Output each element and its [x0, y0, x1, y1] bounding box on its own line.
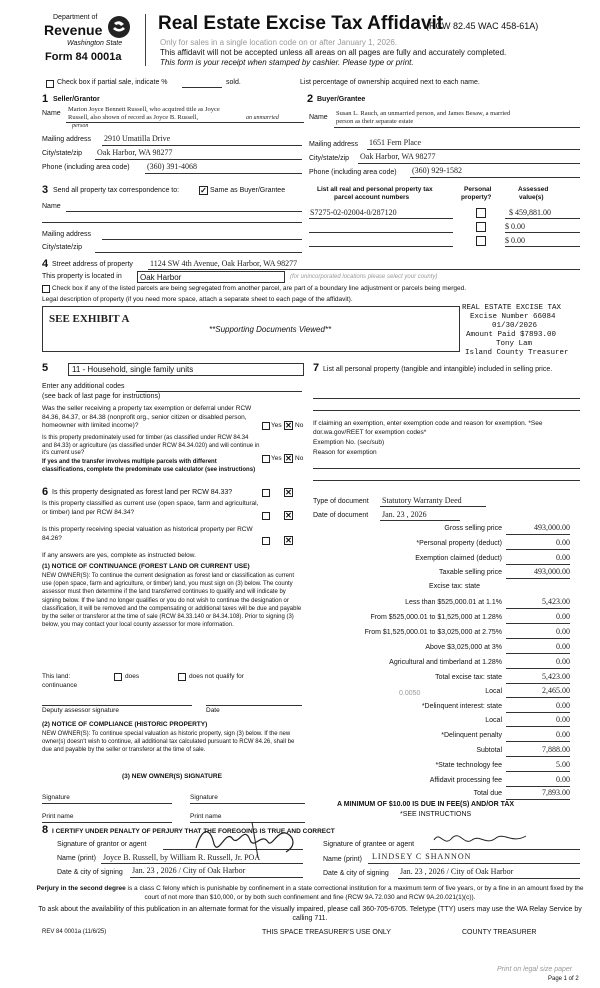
land-does-checkbox[interactable]	[114, 673, 122, 681]
land-does-label: does	[125, 673, 140, 680]
buyer-name-line1: Susan L. Rauch, an unmarried person, and James Besaw, a married	[336, 110, 511, 117]
additional-codes-note: (see back of last page for instructions)	[42, 393, 161, 400]
personal-col-header1: Personal	[464, 186, 492, 193]
assessed-col-header1: Assessed	[518, 186, 549, 193]
personal-property-checkbox[interactable]	[476, 236, 486, 246]
section6-number: 6	[42, 486, 49, 498]
calc-row-label: *Personal property (deduct)	[416, 540, 502, 547]
timber-question-note: If yes and the transfer involves multiple parcels with different classifications, complete the predominate use calculator (see instructions)	[42, 459, 256, 473]
calc-row-underline	[506, 638, 570, 639]
grantee-signature-scribble	[430, 830, 530, 850]
new-owner-print1-label: Print name	[42, 813, 74, 820]
seller-mailing-underline	[102, 145, 302, 146]
land-does-not-checkbox[interactable]	[178, 673, 186, 681]
buyer-city-label: City/state/zip	[309, 155, 350, 162]
calc-row-underline	[506, 534, 570, 535]
legal-size-note: Print on legal size paper	[497, 966, 573, 973]
buyer-city-underline	[358, 163, 580, 164]
seller-name-label: Name	[42, 110, 61, 117]
calc-row-label: *State technology fee	[435, 762, 502, 769]
legal-description-value: SEE EXHIBIT A	[49, 313, 130, 325]
buyer-mailing-underline	[367, 149, 580, 150]
land-use-code-value: 11 - Household, single family units	[72, 365, 194, 374]
perjury-statement	[30, 885, 590, 902]
calc-row-underline	[506, 668, 570, 669]
street-address-value[interactable]: 1124 SW 4th Avenue, Oak Harbor, WA 98277	[150, 259, 298, 268]
historic-no-checkbox[interactable]: ✕	[285, 536, 292, 545]
rcw-reference: (RCW 82.45 WAC 458-61A)	[426, 21, 539, 31]
personal-property-field2[interactable]	[313, 410, 580, 411]
exemption-no-label: No	[295, 422, 304, 429]
seller-mailing-value[interactable]: 2910 Umatilla Drive	[104, 134, 171, 143]
see-instructions-note: *SEE INSTRUCTIONS	[400, 811, 472, 818]
deputy-date-field[interactable]	[206, 705, 302, 706]
segregated-checkbox[interactable]	[42, 285, 50, 293]
assessed-value[interactable]: $ 459,881.00	[509, 208, 551, 217]
grantee-name-label: Name (print)	[323, 856, 362, 863]
section7-number: 7	[313, 362, 320, 374]
new-owner-print2-label: Print name	[190, 813, 222, 820]
seller-name-handwritten1: an unmarried	[246, 115, 279, 121]
perjury-bold: Perjury in the second degree	[36, 885, 126, 892]
seller-name-underline	[66, 122, 304, 123]
grantee-name-value[interactable]: LINDSEY C SHANNON	[372, 852, 472, 861]
section3-mailing-field[interactable]	[102, 239, 302, 240]
dor-logo-icon	[107, 15, 131, 39]
parcel-col-header1: List all real and personal property tax	[317, 186, 433, 193]
legal-description-box[interactable]	[42, 306, 460, 352]
section5-number: 5	[42, 362, 49, 374]
doc-type-label: Type of document	[313, 498, 369, 505]
header-divider	[145, 14, 146, 66]
calc-row-underline	[506, 756, 570, 757]
calc-row-value[interactable]: 493,000.00	[534, 567, 570, 576]
exemption-claim-label: If claiming an exemption, enter exemption code and reason for exemption. *See dor.wa.gov/REET for exemption codes*	[313, 420, 543, 436]
buyer-name-line2: person as their separate estate	[336, 118, 414, 125]
section3-city-label: City/state/zip	[42, 244, 83, 251]
located-in-value: Oak Harbor	[140, 273, 182, 282]
forest-yes-checkbox[interactable]	[262, 489, 270, 497]
calc-row-underline	[506, 726, 570, 727]
timber-no-checkbox[interactable]: ✕	[285, 454, 292, 463]
doc-type-underline	[380, 506, 486, 507]
exemption-reason-field1[interactable]	[313, 468, 580, 469]
calc-row-label: *Delinquent penalty	[441, 732, 502, 739]
calc-row-underline	[506, 549, 570, 550]
correspondence-label: Send all property tax correspondence to:	[53, 187, 180, 194]
calc-row-value[interactable]: 5,423.00	[542, 597, 570, 606]
buyer-phone-label: Phone (including area code)	[309, 169, 397, 176]
calc-row-label: Above $3,025,000 at 3%	[425, 644, 502, 651]
legal-description-label: Legal description of property (if you need more space, attach a separate sheet to each page of the affidavit).	[42, 296, 353, 303]
located-in-select[interactable]	[137, 271, 285, 283]
doc-date-underline	[380, 520, 460, 521]
calc-row-underline	[506, 712, 570, 713]
calc-row-value[interactable]: 0.00	[556, 775, 570, 784]
seller-city-underline	[95, 159, 302, 160]
subtitle-completeness: This affidavit will not be accepted unless all areas on all pages are fully and accurately completed.	[160, 48, 507, 57]
seller-section-number: 1	[42, 93, 49, 105]
historic-question: Is this property receiving special valuation as historical property per RCW 84.26?	[42, 526, 253, 542]
same-as-buyer-checkbox[interactable]: ✓	[200, 186, 207, 195]
dept-state: Washington State	[67, 40, 123, 47]
calc-row-label: Total due	[473, 790, 502, 797]
calc-row-value[interactable]: 0.00	[556, 553, 570, 562]
personal-col-header2: property?	[461, 194, 492, 201]
calc-row-label: Agricultural and timberland at 1.28%	[389, 659, 502, 666]
new-owner-signature-title: (3) NEW OWNER(S) SIGNATURE	[122, 773, 222, 780]
seller-name-line1: Marion Joyce Bennett Russell, who acquired title as Joyce	[68, 106, 220, 113]
buyer-phone-underline	[410, 177, 580, 178]
forest-land-question: Is this property designated as forest land per RCW 84.33?	[52, 489, 233, 496]
assessed-value[interactable]: $ 0.00	[505, 236, 525, 245]
grantor-date-value[interactable]: Jan. 23 , 2026 / City of Oak Harbor	[132, 866, 246, 875]
exemption-yes-checkbox[interactable]	[262, 422, 270, 430]
calc-row-underline	[506, 771, 570, 772]
personal-property-label: List all personal property (tangible and intangible) included in selling price.	[323, 366, 553, 373]
partial-sold-label: sold.	[226, 79, 241, 86]
section3-mailing-label: Mailing address	[42, 231, 92, 238]
personal-property-checkbox[interactable]	[476, 208, 486, 218]
calc-row-label: Local	[485, 717, 502, 724]
calc-row-label: Excise tax: state	[429, 583, 480, 590]
calc-row-label: From $525,000.01 to $1,525,000 at 1.28%	[370, 614, 502, 621]
current-use-yes-checkbox[interactable]	[262, 512, 270, 520]
seller-name-line2: Russell, also shown of record as Joyce B. Russell,	[68, 114, 199, 121]
exemption-yes-label: Yes	[271, 422, 282, 429]
buyer-mailing-label: Mailing address	[309, 141, 359, 148]
timber-question: Is this property predominately used for timber (as classified under RCW 84.34 and 84.33) or agriculture (as classified under RCW 84.34.020) and will continue in it's current use?	[42, 435, 260, 456]
calc-row-label: Gross selling price	[444, 525, 502, 532]
grantee-date-value[interactable]: Jan. 23 , 2026 / City of Oak Harbor	[400, 867, 514, 876]
located-in-hint: (for unincorporated locations please select your county)	[290, 274, 438, 280]
seller-phone-value[interactable]: (360) 391-4068	[147, 162, 197, 171]
calc-row-underline	[506, 799, 570, 800]
subtitle-single-location: Only for sales in a single location code on or after January 1, 2026.	[160, 38, 398, 47]
assessed-col-header2: value(s)	[519, 194, 544, 201]
section3-name-field[interactable]	[66, 211, 302, 212]
parcel-number[interactable]: S7275-02-02004-0/287120	[310, 208, 397, 217]
calc-row-label: Affidavit processing fee	[429, 777, 502, 784]
calc-row-label: *Delinquent interest: state	[421, 703, 502, 710]
calc-row-label: Total excise tax: state	[435, 674, 502, 681]
grantee-date-label: Date & city of signing	[323, 870, 389, 877]
located-in-label: This property is located in	[42, 273, 122, 280]
calc-row-label: From $1,525,000.01 to $3,025,000 at 2.75%	[364, 629, 502, 636]
new-owner-print1-field[interactable]	[42, 822, 172, 823]
grantee-date-underline	[398, 878, 580, 879]
section3-number: 3	[42, 184, 49, 196]
parcel-underline	[309, 218, 453, 219]
calc-row-underline	[506, 653, 570, 654]
stamp-line1: REAL ESTATE EXCISE TAX	[462, 304, 562, 312]
page-title: Real Estate Excise Tax Affidavit	[158, 13, 444, 34]
calc-row-value[interactable]: 0.00	[556, 715, 570, 724]
calc-row-value[interactable]: 2,465.00	[542, 686, 570, 695]
buyer-phone-value[interactable]: (360) 929-1582	[412, 166, 462, 175]
this-land-label: This land:	[42, 673, 71, 680]
timber-yes-checkbox[interactable]	[262, 455, 270, 463]
grantee-name-underline	[368, 863, 580, 864]
section3-name-label: Name	[42, 203, 61, 210]
land-does-not-label: does not qualify for	[189, 673, 244, 680]
timber-yes-label: Yes	[271, 455, 282, 462]
section3-city-field[interactable]	[95, 252, 302, 253]
seller-city-label: City/state/zip	[42, 150, 83, 157]
partial-percent-field[interactable]	[182, 87, 222, 88]
certify-statement: I CERTIFY UNDER PENALTY OF PERJURY THAT THE FOREGOING IS TRUE AND CORRECT	[52, 828, 335, 835]
seller-phone-underline	[145, 173, 302, 174]
continuance-label: continuance	[42, 682, 78, 689]
notice-compliance-body: NEW OWNER(S): To continue special valuation as historic property, sign (3) below. If the new owner(s) doesn't wish to continue, all additional tax calculated pursuant to RCW 84.26, shall be due and payable by the seller or transferor at the time of sale.	[42, 731, 295, 754]
calc-row-value[interactable]: 5,423.00	[542, 672, 570, 681]
current-use-question: Is this property classified as current use (open space, farm and agricultural, or timber) land per RCW 84.34?	[42, 500, 259, 516]
form-number: Form 84 0001a	[45, 51, 122, 63]
calc-row-value[interactable]: 0.00	[556, 701, 570, 710]
buyer-name-label: Name	[309, 114, 328, 121]
deputy-signature-field[interactable]	[42, 705, 192, 706]
land-use-code-select[interactable]	[68, 363, 304, 376]
personal-property-field1[interactable]	[313, 398, 580, 399]
seller-mailing-label: Mailing address	[42, 136, 92, 143]
calc-row-value[interactable]: 493,000.00	[534, 523, 570, 532]
county-treasurer-label: COUNTY TREASURER	[462, 929, 537, 936]
doc-type-value[interactable]: Statutory Warranty Deed	[382, 496, 462, 505]
same-as-buyer-label: Same as Buyer/Grantee	[210, 187, 286, 194]
calc-row-label: Local	[485, 688, 502, 695]
new-owner-signature2-label: Signature	[190, 794, 218, 801]
calc-row-value[interactable]: 0.00	[556, 657, 570, 666]
assessed-underline	[505, 246, 580, 247]
new-owner-signature2-field[interactable]	[190, 803, 305, 804]
notice-continuance-title: (1) NOTICE OF CONTINUANCE (FOREST LAND OR CURRENT USE)	[42, 563, 250, 570]
seller-heading: Seller/Grantor	[53, 96, 100, 103]
minimum-fee-note: A MINIMUM OF $10.00 IS DUE IN FEE(S) AND/OR TAX	[337, 801, 515, 808]
current-use-no-checkbox[interactable]: ✕	[285, 511, 292, 520]
notice-continuance-body: NEW OWNER(S): To continue the current designation as forest land or classification as current use (open space, farm and agriculture, or timber) land, you must sign on (3) below. The county assessor must then determine if the land transferred continues to qualify and will indicate by signing below. If the land no longer qualifies or you do not wish to continue the designation or classification, it will be removed and the compensating or additional taxes will be due and payable by the seller or transferor at the time of sale (RCW 84.33.140 or 84.34.108). Prior to signing (3) below, you may contact your local county assessor for more information.	[42, 573, 302, 629]
grantor-name-underline	[101, 863, 303, 864]
buyer-name-underline	[334, 127, 580, 128]
section4-number: 4	[42, 258, 49, 270]
exemption-reason-field2[interactable]	[313, 480, 580, 481]
new-owner-signature1-label: Signature	[42, 794, 70, 801]
grantor-date-underline	[130, 877, 303, 878]
supporting-documents-note: **Supporting Documents Viewed**	[209, 325, 332, 334]
subtitle-receipt: This form is your receipt when stamped by cashier. Please type or print.	[160, 58, 414, 67]
if-yes-note: If any answers are yes, complete as instructed below.	[42, 552, 196, 559]
buyer-city-value[interactable]: Oak Harbor, WA 98277	[360, 152, 436, 161]
stamp-line3: 01/30/2026	[492, 322, 538, 330]
timber-no-label: No	[295, 455, 304, 462]
calc-row-label: Subtotal	[476, 747, 502, 754]
new-owner-signature1-field[interactable]	[42, 803, 172, 804]
dept-revenue: Revenue	[44, 22, 103, 38]
calc-row-value[interactable]: 0.00	[556, 538, 570, 547]
seller-name-handwritten2: person	[72, 123, 89, 129]
parcel-underline[interactable]	[309, 246, 453, 247]
calc-row-underline	[506, 741, 570, 742]
exemption-reason-label: Reason for exemption	[313, 449, 377, 456]
exemption-number-label: Exemption No. (sec/sub)	[313, 439, 385, 446]
assessed-underline	[505, 218, 580, 219]
historic-yes-checkbox[interactable]	[262, 537, 270, 545]
segregated-label: Check box if any of the listed parcels are being segregated from another parcel, are part of a boundary line adjustment or parcels being merged.	[52, 285, 467, 292]
calc-row-label: Exemption claimed (deduct)	[415, 555, 502, 562]
seller-phone-label: Phone (including area code)	[42, 164, 130, 171]
grantor-name-label: Name (print)	[57, 855, 96, 862]
calc-row-underline	[506, 564, 570, 565]
notice-compliance-title: (2) NOTICE OF COMPLIANCE (HISTORIC PROPERTY)	[42, 721, 208, 728]
stamp-line4: Amount Paid $7893.00	[466, 331, 557, 339]
stamp-line6: Island County Treasurer	[465, 349, 569, 357]
additional-codes-label: Enter any additional codes	[42, 383, 125, 390]
additional-codes-field[interactable]	[136, 391, 302, 392]
seller-city-value[interactable]: Oak Harbor, WA 98277	[97, 148, 173, 157]
doc-date-value[interactable]: Jan. 23 , 2026	[382, 510, 427, 519]
buyer-mailing-value[interactable]: 1651 Fern Place	[369, 138, 421, 147]
calc-row-value[interactable]: 7,893.00	[542, 788, 570, 797]
calc-row-underline	[506, 786, 570, 787]
buyer-heading: Buyer/Grantee	[317, 96, 366, 103]
deputy-date-label: Date	[206, 707, 220, 714]
assessed-value[interactable]: $ 0.00	[505, 222, 525, 231]
list-percentage-note: List percentage of ownership acquired next to each name.	[300, 79, 480, 86]
street-address-label: Street address of property	[52, 261, 133, 268]
grantee-signature-label: Signature of grantee or agent	[323, 841, 415, 848]
revision-code: REV 84 0001a (11/6/25)	[42, 929, 107, 935]
partial-sale-label: Check box if partial sale, indicate %	[57, 79, 168, 86]
perjury-text: is a class C felony which is punishable by confinement in a state correctional institution for a maximum term of five years, or by a fine in an amount fixed by the court of not more than $10,000, or by both such confinement and fine (RCW 9A.72.030 and RCW 9A.20.021(1)(c)).	[127, 885, 584, 901]
section3-name-field2[interactable]	[42, 222, 302, 223]
stamp-line2: Excise Number 66084	[470, 313, 556, 321]
calc-row-value[interactable]: 0.00	[556, 642, 570, 651]
partial-sale-checkbox[interactable]	[46, 80, 54, 88]
calc-row-value[interactable]: 0.00	[556, 612, 570, 621]
grantor-date-label: Date & city of signing	[57, 869, 123, 876]
calc-row-underline	[506, 697, 570, 698]
grantor-signature-label: Signature of grantor or agent	[57, 841, 147, 848]
dept-line1: Department of	[53, 14, 98, 21]
calc-row-value[interactable]: 0.00	[556, 730, 570, 739]
calc-row-underline	[506, 623, 570, 624]
calc-row-value[interactable]: 0.00	[556, 627, 570, 636]
calc-row-label: Taxable selling price	[438, 569, 502, 576]
calc-row-underline	[506, 608, 570, 609]
exemption-no-checkbox[interactable]: ✕	[285, 421, 292, 430]
calc-row-value[interactable]: 7,888.00	[542, 745, 570, 754]
calc-row-underline	[506, 683, 570, 684]
calc-row-underline	[506, 578, 570, 579]
stamp-line5: Tony Lam	[496, 340, 533, 348]
personal-property-checkbox[interactable]	[476, 222, 486, 232]
grantor-name-value[interactable]: Joyce B. Russell, by William R. Russell, Jr. POA	[103, 853, 261, 862]
exemption-question: Was the seller receiving a property tax exemption or deferral under RCW 84.36, 84.37, or 84.38 (nonprofit org., senior citizen or disabled person, homeowner with limited income)?	[42, 405, 252, 429]
treasurer-use-only: THIS SPACE TREASURER'S USE ONLY	[262, 929, 391, 936]
street-address-underline	[148, 269, 580, 270]
section8-number: 8	[42, 824, 49, 836]
buyer-section-number: 2	[307, 93, 314, 105]
page-number: Page 1 of 2	[548, 976, 579, 982]
availability-note: To ask about the availability of this publication in an alternate format for the visually impaired, please call 360-705-6705. Teletype (TTY) users may use the WA Relay Service by calling 711.	[38, 906, 582, 922]
parcel-underline[interactable]	[309, 232, 453, 233]
forest-no-checkbox[interactable]: ✕	[285, 488, 292, 497]
calc-row-label: Less than $525,000.01 at 1.1%	[405, 599, 502, 606]
calc-row-value[interactable]: 5.00	[556, 760, 570, 769]
parcel-col-header2: parcel account numbers	[334, 194, 410, 201]
deputy-signature-label: Deputy assessor signature	[42, 707, 119, 714]
local-rate: 0.0050	[399, 690, 421, 697]
assessed-underline	[505, 232, 580, 233]
doc-date-label: Date of document	[313, 512, 369, 519]
